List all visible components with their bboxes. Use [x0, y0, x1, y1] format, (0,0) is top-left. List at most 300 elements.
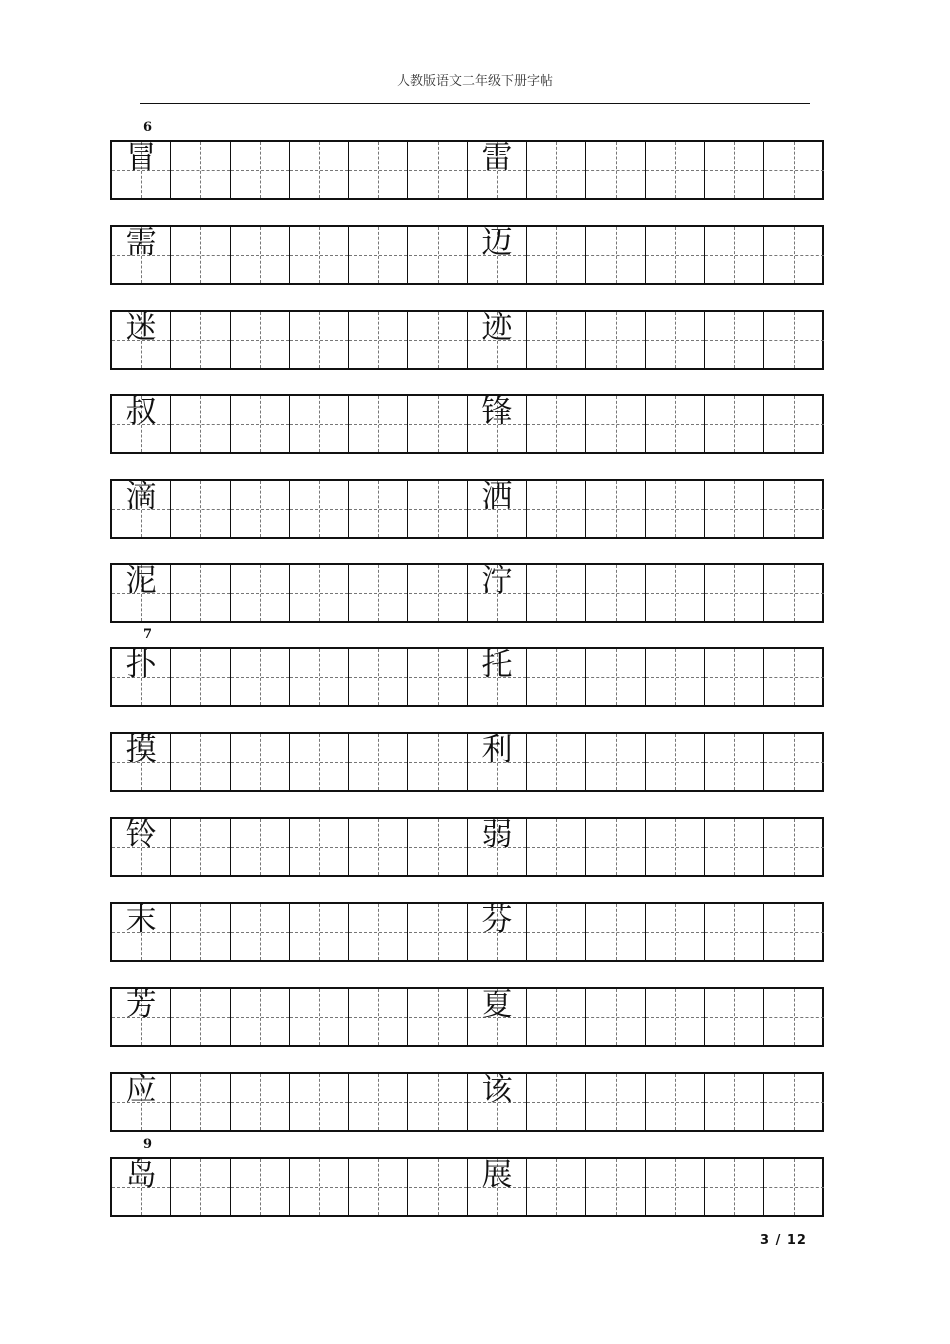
grid-cell	[290, 142, 349, 198]
grid-cell	[527, 1074, 586, 1130]
cell-guide-horizontal	[171, 340, 229, 341]
model-character-left: 叔	[125, 394, 157, 430]
cell-guide-horizontal	[527, 255, 585, 256]
cell-guide-horizontal	[646, 847, 704, 848]
cell-guide-horizontal	[527, 509, 585, 510]
model-character-left: 冒	[125, 140, 157, 176]
grid-cell	[527, 142, 586, 198]
cell-guide-horizontal	[527, 424, 585, 425]
cell-guide-horizontal	[764, 847, 823, 848]
cell-guide-horizontal	[586, 509, 644, 510]
model-character-right: 芬	[481, 902, 513, 938]
model-character-right: 锋	[481, 394, 513, 430]
cell-guide-horizontal	[586, 424, 644, 425]
grid-cell	[468, 1159, 527, 1215]
grid-cell	[646, 227, 705, 283]
cell-guide-horizontal	[764, 170, 823, 171]
cell-guide-horizontal	[646, 340, 704, 341]
writing-grid-row	[110, 1157, 824, 1217]
cell-guide-horizontal	[409, 1187, 467, 1188]
grid-cell	[468, 565, 527, 621]
cell-guide-horizontal	[290, 762, 348, 763]
grid-cell	[705, 312, 764, 368]
cell-guide-horizontal	[705, 762, 763, 763]
cell-guide-horizontal	[527, 847, 585, 848]
cell-guide-horizontal	[290, 170, 348, 171]
cell-guide-horizontal	[231, 1017, 289, 1018]
cell-guide-horizontal	[349, 932, 407, 933]
grid-cell	[705, 142, 764, 198]
cell-guide-horizontal	[171, 424, 229, 425]
cell-guide-horizontal	[409, 1017, 467, 1018]
cell-guide-horizontal	[409, 677, 467, 678]
cell-guide-horizontal	[171, 1102, 229, 1103]
header-divider	[140, 103, 810, 104]
grid-cell	[112, 989, 171, 1045]
cell-guide-horizontal	[290, 847, 348, 848]
cell-guide-horizontal	[527, 932, 585, 933]
cell-guide-horizontal	[349, 424, 407, 425]
grid-cell	[527, 1159, 586, 1215]
grid-cell	[171, 142, 230, 198]
writing-grid-row	[110, 563, 824, 623]
grid-cell	[646, 396, 705, 452]
grid-cell	[646, 565, 705, 621]
model-character-right: 洒	[481, 479, 513, 515]
grid-cell	[468, 649, 527, 705]
grid-cell	[646, 904, 705, 960]
grid-cell	[527, 481, 586, 537]
model-character-left: 铃	[125, 817, 157, 853]
cell-guide-horizontal	[231, 255, 289, 256]
cell-guide-horizontal	[705, 255, 763, 256]
lesson-number: 9	[143, 1137, 153, 1152]
cell-guide-horizontal	[646, 677, 704, 678]
grid-cell	[409, 734, 468, 790]
cell-guide-horizontal	[171, 677, 229, 678]
cell-guide-horizontal	[527, 1102, 585, 1103]
grid-cell	[290, 734, 349, 790]
cell-guide-horizontal	[527, 1017, 585, 1018]
model-character-left: 岛	[125, 1157, 157, 1193]
grid-cell	[586, 565, 645, 621]
cell-guide-horizontal	[586, 340, 644, 341]
cell-guide-horizontal	[764, 255, 823, 256]
grid-cell	[527, 649, 586, 705]
cell-guide-horizontal	[764, 424, 823, 425]
cell-guide-horizontal	[409, 255, 467, 256]
model-character-left: 泥	[125, 563, 157, 599]
grid-cell	[468, 312, 527, 368]
cell-guide-horizontal	[231, 762, 289, 763]
cell-guide-horizontal	[290, 255, 348, 256]
grid-cell	[764, 312, 823, 368]
cell-guide-horizontal	[171, 1187, 229, 1188]
page-header-title: 人教版语文二年级下册字帖	[396, 74, 553, 89]
grid-cell	[705, 227, 764, 283]
cell-guide-horizontal	[764, 762, 823, 763]
grid-cell	[705, 1159, 764, 1215]
cell-guide-horizontal	[349, 1017, 407, 1018]
grid-cell	[112, 819, 171, 875]
grid-cell	[586, 989, 645, 1045]
grid-cell	[586, 734, 645, 790]
grid-cell	[705, 481, 764, 537]
cell-guide-horizontal	[231, 677, 289, 678]
grid-cell	[112, 312, 171, 368]
grid-cell	[646, 142, 705, 198]
model-character-right: 弱	[481, 817, 513, 853]
grid-cell	[646, 989, 705, 1045]
grid-cell	[409, 989, 468, 1045]
grid-cell	[349, 565, 408, 621]
grid-cell	[527, 734, 586, 790]
grid-cell	[527, 989, 586, 1045]
grid-cell	[764, 481, 823, 537]
cell-guide-horizontal	[705, 1102, 763, 1103]
cell-guide-horizontal	[290, 509, 348, 510]
grid-cell	[468, 227, 527, 283]
cell-guide-horizontal	[349, 847, 407, 848]
grid-cell	[468, 904, 527, 960]
cell-guide-horizontal	[349, 593, 407, 594]
grid-cell	[409, 396, 468, 452]
cell-guide-horizontal	[586, 170, 644, 171]
model-character-right: 夏	[481, 987, 513, 1023]
cell-guide-horizontal	[349, 170, 407, 171]
grid-cell	[171, 1159, 230, 1215]
grid-cell	[764, 396, 823, 452]
grid-cell	[112, 904, 171, 960]
grid-cell	[705, 565, 764, 621]
cell-guide-horizontal	[409, 932, 467, 933]
grid-cell	[231, 989, 290, 1045]
grid-cell	[290, 481, 349, 537]
grid-cell	[349, 904, 408, 960]
grid-cell	[349, 1159, 408, 1215]
writing-grid-row	[110, 987, 824, 1047]
cell-guide-horizontal	[586, 1017, 644, 1018]
grid-cell	[527, 819, 586, 875]
grid-cell	[764, 1074, 823, 1130]
cell-guide-horizontal	[527, 677, 585, 678]
grid-cell	[231, 1074, 290, 1130]
grid-cell	[171, 312, 230, 368]
cell-guide-horizontal	[171, 170, 229, 171]
grid-cell	[764, 227, 823, 283]
cell-guide-horizontal	[646, 170, 704, 171]
grid-cell	[527, 565, 586, 621]
grid-cell	[586, 904, 645, 960]
writing-grid-row	[110, 817, 824, 877]
cell-guide-horizontal	[705, 509, 763, 510]
grid-cell	[349, 989, 408, 1045]
grid-cell	[764, 565, 823, 621]
model-character-right: 利	[481, 732, 513, 768]
grid-cell	[586, 396, 645, 452]
grid-cell	[527, 312, 586, 368]
cell-guide-horizontal	[171, 1017, 229, 1018]
cell-guide-horizontal	[705, 340, 763, 341]
cell-guide-horizontal	[290, 677, 348, 678]
grid-cell	[409, 649, 468, 705]
grid-cell	[231, 904, 290, 960]
cell-guide-horizontal	[349, 1102, 407, 1103]
writing-grid-row	[110, 140, 824, 200]
grid-cell	[586, 481, 645, 537]
grid-cell	[586, 649, 645, 705]
grid-cell	[171, 1074, 230, 1130]
grid-cell	[112, 1159, 171, 1215]
cell-guide-horizontal	[290, 932, 348, 933]
grid-cell	[646, 734, 705, 790]
writing-grid-row	[110, 394, 824, 454]
cell-guide-horizontal	[409, 424, 467, 425]
cell-guide-horizontal	[705, 424, 763, 425]
grid-cell	[468, 396, 527, 452]
grid-cell	[586, 142, 645, 198]
writing-grid-row	[110, 647, 824, 707]
cell-guide-horizontal	[290, 1102, 348, 1103]
cell-guide-horizontal	[586, 762, 644, 763]
grid-cell	[349, 142, 408, 198]
grid-cell	[527, 396, 586, 452]
grid-cell	[290, 819, 349, 875]
cell-guide-horizontal	[231, 424, 289, 425]
grid-cell	[409, 819, 468, 875]
cell-guide-horizontal	[231, 340, 289, 341]
grid-cell	[764, 989, 823, 1045]
grid-cell	[646, 1074, 705, 1130]
cell-guide-horizontal	[705, 932, 763, 933]
grid-cell	[171, 481, 230, 537]
model-character-left: 需	[125, 225, 157, 261]
cell-guide-horizontal	[646, 762, 704, 763]
grid-cell	[527, 904, 586, 960]
grid-cell	[586, 312, 645, 368]
cell-guide-horizontal	[764, 677, 823, 678]
model-character-right: 托	[481, 647, 513, 683]
cell-guide-horizontal	[646, 1017, 704, 1018]
cell-guide-horizontal	[646, 1102, 704, 1103]
grid-cell	[171, 989, 230, 1045]
grid-cell	[349, 481, 408, 537]
grid-cell	[705, 396, 764, 452]
grid-cell	[171, 819, 230, 875]
cell-guide-horizontal	[527, 1187, 585, 1188]
cell-guide-horizontal	[409, 762, 467, 763]
grid-cell	[171, 396, 230, 452]
cell-guide-horizontal	[349, 762, 407, 763]
cell-guide-horizontal	[290, 340, 348, 341]
cell-guide-horizontal	[171, 932, 229, 933]
grid-cell	[171, 227, 230, 283]
cell-guide-horizontal	[646, 255, 704, 256]
cell-guide-horizontal	[764, 1187, 823, 1188]
model-character-right: 迈	[481, 225, 513, 261]
cell-guide-horizontal	[171, 762, 229, 763]
cell-guide-horizontal	[705, 170, 763, 171]
cell-guide-horizontal	[586, 1102, 644, 1103]
grid-cell	[409, 312, 468, 368]
grid-cell	[764, 904, 823, 960]
grid-cell	[231, 649, 290, 705]
grid-cell	[586, 1074, 645, 1130]
cell-guide-horizontal	[171, 847, 229, 848]
cell-guide-horizontal	[290, 424, 348, 425]
cell-guide-horizontal	[764, 1017, 823, 1018]
grid-cell	[646, 1159, 705, 1215]
cell-guide-horizontal	[527, 593, 585, 594]
grid-cell	[231, 312, 290, 368]
grid-cell	[764, 734, 823, 790]
writing-grid-row	[110, 225, 824, 285]
grid-cell	[171, 734, 230, 790]
grid-cell	[646, 481, 705, 537]
cell-guide-horizontal	[349, 509, 407, 510]
grid-cell	[112, 481, 171, 537]
grid-cell	[468, 1074, 527, 1130]
cell-guide-horizontal	[231, 1102, 289, 1103]
cell-guide-horizontal	[231, 932, 289, 933]
grid-cell	[705, 734, 764, 790]
grid-cell	[705, 1074, 764, 1130]
grid-cell	[705, 989, 764, 1045]
cell-guide-horizontal	[349, 340, 407, 341]
cell-guide-horizontal	[764, 932, 823, 933]
grid-cell	[468, 819, 527, 875]
cell-guide-horizontal	[349, 255, 407, 256]
grid-cell	[112, 227, 171, 283]
grid-cell	[468, 481, 527, 537]
cell-guide-horizontal	[527, 340, 585, 341]
model-character-left: 末	[125, 902, 157, 938]
grid-cell	[349, 312, 408, 368]
cell-guide-horizontal	[586, 593, 644, 594]
grid-cell	[231, 227, 290, 283]
grid-cell	[409, 1159, 468, 1215]
grid-cell	[290, 1159, 349, 1215]
cell-guide-horizontal	[171, 509, 229, 510]
cell-guide-horizontal	[409, 509, 467, 510]
writing-grid-row	[110, 1072, 824, 1132]
cell-guide-horizontal	[231, 1187, 289, 1188]
grid-cell	[290, 904, 349, 960]
cell-guide-horizontal	[705, 1017, 763, 1018]
cell-guide-horizontal	[290, 1017, 348, 1018]
cell-guide-horizontal	[586, 1187, 644, 1188]
model-character-right: 泞	[481, 563, 513, 599]
model-character-left: 摸	[125, 732, 157, 768]
grid-cell	[349, 819, 408, 875]
grid-cell	[112, 1074, 171, 1130]
cell-guide-horizontal	[586, 932, 644, 933]
grid-cell	[112, 734, 171, 790]
grid-cell	[231, 396, 290, 452]
cell-guide-horizontal	[705, 847, 763, 848]
cell-guide-horizontal	[586, 255, 644, 256]
grid-cell	[764, 142, 823, 198]
grid-cell	[290, 565, 349, 621]
grid-cell	[231, 481, 290, 537]
grid-cell	[409, 1074, 468, 1130]
grid-cell	[112, 649, 171, 705]
cell-guide-horizontal	[646, 509, 704, 510]
grid-cell	[290, 227, 349, 283]
model-character-left: 迷	[125, 310, 157, 346]
model-character-right: 迹	[481, 310, 513, 346]
writing-grid-row	[110, 902, 824, 962]
grid-cell	[409, 481, 468, 537]
page-number: 3 / 12	[760, 1233, 807, 1248]
grid-cell	[646, 819, 705, 875]
cell-guide-horizontal	[349, 1187, 407, 1188]
grid-cell	[409, 227, 468, 283]
cell-guide-horizontal	[646, 1187, 704, 1188]
grid-cell	[231, 734, 290, 790]
cell-guide-horizontal	[349, 677, 407, 678]
cell-guide-horizontal	[705, 1187, 763, 1188]
grid-cell	[231, 1159, 290, 1215]
grid-cell	[171, 565, 230, 621]
cell-guide-horizontal	[764, 340, 823, 341]
grid-cell	[705, 904, 764, 960]
lesson-number: 7	[143, 627, 153, 642]
writing-grid-row	[110, 310, 824, 370]
cell-guide-horizontal	[231, 847, 289, 848]
grid-cell	[586, 819, 645, 875]
grid-cell	[112, 142, 171, 198]
cell-guide-horizontal	[764, 509, 823, 510]
grid-cell	[646, 649, 705, 705]
model-character-right: 该	[481, 1072, 513, 1108]
grid-cell	[112, 565, 171, 621]
grid-cell	[231, 565, 290, 621]
grid-cell	[290, 1074, 349, 1130]
model-character-right: 展	[481, 1157, 513, 1193]
cell-guide-horizontal	[171, 255, 229, 256]
grid-cell	[349, 734, 408, 790]
cell-guide-horizontal	[586, 847, 644, 848]
grid-cell	[231, 142, 290, 198]
grid-cell	[409, 142, 468, 198]
cell-guide-horizontal	[764, 1102, 823, 1103]
grid-cell	[171, 904, 230, 960]
model-character-left: 滴	[125, 479, 157, 515]
grid-cell	[349, 396, 408, 452]
model-character-right: 雷	[481, 140, 513, 176]
cell-guide-horizontal	[171, 593, 229, 594]
cell-guide-horizontal	[409, 340, 467, 341]
model-character-left: 扑	[125, 647, 157, 683]
cell-guide-horizontal	[290, 593, 348, 594]
cell-guide-horizontal	[646, 932, 704, 933]
grid-cell	[349, 1074, 408, 1130]
cell-guide-horizontal	[764, 593, 823, 594]
cell-guide-horizontal	[646, 593, 704, 594]
grid-cell	[349, 227, 408, 283]
grid-cell	[764, 649, 823, 705]
grid-cell	[231, 819, 290, 875]
cell-guide-horizontal	[409, 1102, 467, 1103]
grid-cell	[290, 649, 349, 705]
grid-cell	[290, 312, 349, 368]
grid-cell	[764, 1159, 823, 1215]
cell-guide-horizontal	[705, 593, 763, 594]
grid-cell	[586, 1159, 645, 1215]
grid-cell	[764, 819, 823, 875]
cell-guide-horizontal	[290, 1187, 348, 1188]
